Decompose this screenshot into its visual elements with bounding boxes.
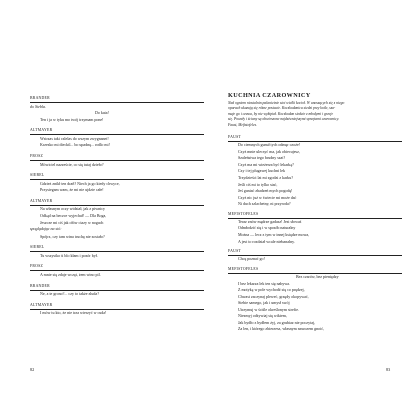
verse-line: Można — lecz z tym w innej księdze mowa,: [238, 232, 310, 237]
speaker-name: ALTMAYER: [30, 304, 52, 308]
verse-line: Jak bydło z bydłem żyj, za grubiaz nie poczytaj,: [238, 319, 316, 325]
speaker-name: FAUST: [228, 136, 241, 140]
speaker-rule: [30, 102, 204, 103]
speaker-name: MEFISTOFELES: [228, 268, 258, 272]
verse-line: Czy i tej plugawej kuchni lek: [238, 168, 285, 174]
speaker-name: BRANDER: [30, 285, 50, 289]
verse-line: Odkąd na beczce wyjechał! — Dla Boga,: [40, 212, 107, 218]
verse-line: Odmłodzić się i w sposób naturalny: [238, 225, 296, 231]
verse-line: A jest to rozdział wcale niebanalny.: [238, 238, 295, 244]
speaker-name: SIEBEL: [30, 174, 44, 178]
verse-line: Szaleństwa tego brudny szat?: [238, 155, 286, 161]
verse-line: Czyż ma mi wieżerza być lekarką?: [238, 161, 294, 167]
verse-line: Ten i ja w tyku mo twój trzymam pone!: [40, 116, 104, 122]
verse-line: Mówiciel nazzeście, co się tutaj dzieło?: [40, 161, 104, 167]
verse-line: Jeszcze mi ciś jak ołów ciazy w nogach: [40, 219, 104, 225]
verse-line: Czyż mnie ulecsyć ma, jak obiecujesz,: [238, 148, 300, 154]
stage-line: oparach ukazują się różne postacie. Koczkodanica siedzi przy kotle, sza-: [228, 106, 336, 111]
verse-line: Teraz znów mądrze gadasz! Jest słowaś: [238, 218, 302, 224]
verse-line: Utrzymuj w ściśle określonym strefie.: [238, 306, 299, 312]
speaker-rule: [30, 160, 204, 161]
verse-line: I mów tu kto, że nie trza wierzyć w cuda!: [40, 310, 107, 316]
verse-line: Wstrzas taki czlelas do wszym zwygnanet!: [40, 135, 109, 141]
verse-line: Przysiegam wam, że mi nie ujdzie całe!: [40, 187, 104, 193]
verse-line: Czyż nic już w świecie mi może dać: [238, 194, 297, 200]
stage-direction-inline: do Siebla.: [30, 103, 46, 109]
stage-direction-inline: spoglądając na stó:: [30, 226, 62, 232]
speaker-name: BRANDER: [30, 97, 50, 101]
speaker-name: ALTMAYER: [30, 129, 52, 133]
verse-line: Chcę poznać go!: [238, 256, 265, 262]
verse-line: Bez czarów, bez pieniędzy: [296, 274, 339, 280]
speaker-name: MEFISTOFELES: [228, 213, 258, 217]
left-page: [30, 92, 213, 382]
verse-line: Za len, i którego zbierzesz, własnym nawozem gnoić,: [238, 326, 324, 332]
speaker-name: SIEBEL: [30, 246, 44, 250]
verse-line: Spójrz, czy tam wina truchę nie zostało?: [40, 233, 105, 239]
verse-line: Gdzież znikł ten draň? Niech ja go kiedy chwyce,: [40, 180, 120, 186]
verse-line: Ni duch szlachetny, ni przyroda?: [238, 201, 291, 207]
verse-line: Niezmyj odżywiaj się wiktem,: [238, 313, 287, 319]
verse-line: Z motyką w pole wychodź się co prędzej,: [238, 287, 305, 293]
speaker-name: FROSZ: [30, 265, 43, 269]
verse-line: Siebie samego, jak i umysł swój: [238, 300, 290, 306]
stage-line: Nad ogniem niostalnin palanieinie stoi wielki kocioł. W unoszących się z niego: [228, 101, 345, 105]
speaker-name: FAUST: [228, 250, 241, 254]
stage-line: się. Powały i ściany są obwieszone najdziwniejszymi sprzętami czarownicy.: [228, 117, 340, 122]
verse-line: Na własnym oczy widział, jak z piwnicy: [40, 206, 105, 212]
speaker-name: ALTMAYER: [30, 200, 52, 204]
speaker-name: FROSZ: [30, 155, 43, 159]
verse-line: Jeś ganiać zbadzeń mych pogodę!: [238, 188, 293, 194]
left-page-number: 82: [30, 367, 35, 372]
verse-line: I bez lekarza lek ten się nabywa.: [238, 280, 291, 286]
verse-line: Ne, a te grono?... czy to także zluda?: [40, 291, 99, 296]
chapter-title: KUCHNIA CZAROWNICY: [228, 92, 311, 99]
verse-line: Chwast zaczynaj pleweć, grzędy okopywać,: [238, 293, 309, 299]
verse-line: Do kata!: [95, 110, 109, 116]
stage-line: Faust, Mefistofeles.: [228, 122, 257, 127]
right-page-number: 83: [386, 367, 391, 372]
verse-line: Trzydzieści lat mi zgodzi z karku?: [238, 174, 294, 180]
speaker-rule: [30, 179, 204, 180]
verse-line: A mnie się zdaje wczęt, żem wino pil.: [40, 271, 101, 277]
verse-line: Krzesko mi diecktl... bo upadnę... rodlo mi!: [40, 142, 110, 148]
verse-line: Jeśli ciś mi to tylko stać,: [238, 181, 278, 187]
verse-line: Tu wszystko ti blo kłam i pozór był.: [40, 252, 98, 258]
verse-line: Do ciemnych gunuł tych odmęr czoże!: [238, 142, 301, 148]
stage-line: muje go i czuwa, by nie wykipiał. Koczkodan siedzie z młodymi i grzeje: [228, 111, 334, 116]
right-page: [228, 92, 410, 382]
